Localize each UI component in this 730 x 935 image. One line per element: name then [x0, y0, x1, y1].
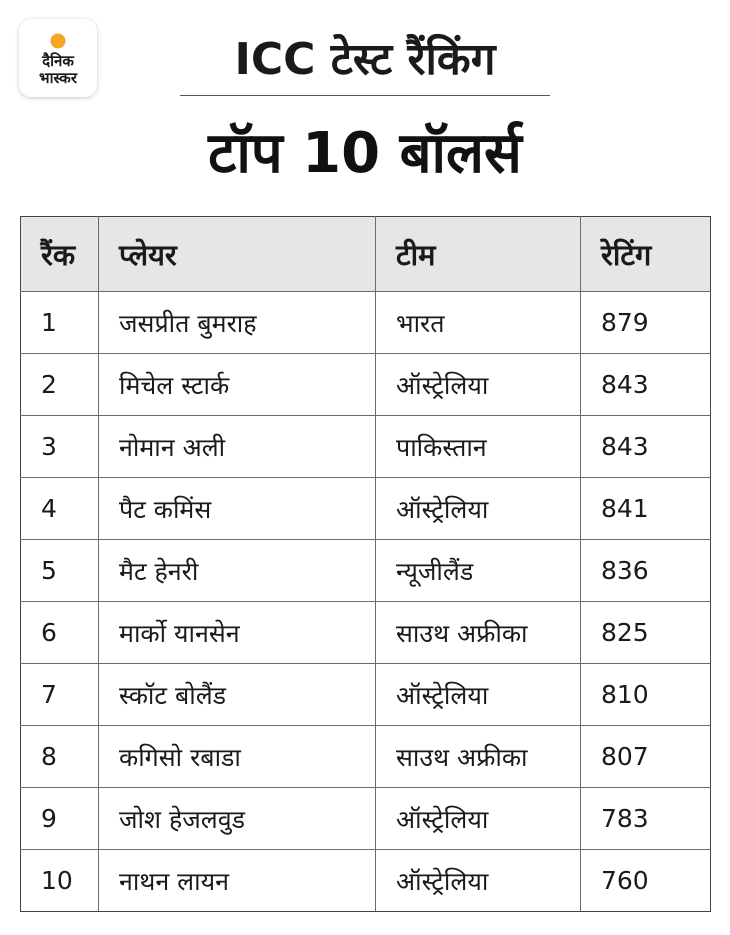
team-cell: साउथ अफ्रीका — [376, 602, 581, 664]
table-row — [21, 354, 711, 416]
rating-cell: 843 — [581, 416, 711, 478]
player-cell: नोमान अली — [99, 416, 376, 478]
logo-mark — [19, 19, 97, 97]
player-cell: नाथन लायन — [99, 850, 376, 912]
rank-cell: 7 — [21, 664, 99, 726]
table-row — [21, 726, 711, 788]
rating-cell: 836 — [581, 540, 711, 602]
team-cell: ऑस्ट्रेलिया — [376, 788, 581, 850]
team-cell: साउथ अफ्रीका — [376, 726, 581, 788]
rank-cell: 5 — [21, 540, 99, 602]
player-cell: मिचेल स्टार्क — [99, 354, 376, 416]
table-row — [21, 478, 711, 540]
dainik-bhaskar-logo — [19, 19, 97, 97]
page-title: ICC टेस्ट रैंकिंग — [234, 34, 496, 85]
table-row — [21, 788, 711, 850]
rating-cell: 760 — [581, 850, 711, 912]
rating-cell: 783 — [581, 788, 711, 850]
player-cell: कगिसो रबाडा — [99, 726, 376, 788]
rank-cell: 8 — [21, 726, 99, 788]
team-cell: ऑस्ट्रेलिया — [376, 850, 581, 912]
team-cell: ऑस्ट्रेलिया — [376, 478, 581, 540]
logo-text-line1: दैनिक — [42, 52, 74, 70]
column-header-team: टीम — [376, 217, 581, 292]
rank-cell: 6 — [21, 602, 99, 664]
rating-cell: 843 — [581, 354, 711, 416]
team-cell: पाकिस्तान — [376, 416, 581, 478]
player-cell: पैट कमिंस — [99, 478, 376, 540]
logo-sun-icon — [51, 34, 66, 49]
table-header-row — [21, 217, 711, 292]
rating-cell: 841 — [581, 478, 711, 540]
rank-cell: 3 — [21, 416, 99, 478]
column-header-rating: रेटिंग — [581, 217, 711, 292]
column-header-rank: रैंक — [21, 217, 99, 292]
rank-cell: 2 — [21, 354, 99, 416]
page-subtitle: टॉप 10 बॉलर्स — [208, 121, 522, 186]
table-row — [21, 292, 711, 354]
player-cell: मार्को यानसेन — [99, 602, 376, 664]
player-cell: मैट हेनरी — [99, 540, 376, 602]
team-cell: न्यूजीलैंड — [376, 540, 581, 602]
table-row — [21, 416, 711, 478]
rank-cell: 10 — [21, 850, 99, 912]
table-row — [21, 664, 711, 726]
team-cell: ऑस्ट्रेलिया — [376, 354, 581, 416]
player-cell: स्कॉट बोलैंड — [99, 664, 376, 726]
rank-cell: 1 — [21, 292, 99, 354]
table-row — [21, 602, 711, 664]
rank-cell: 4 — [21, 478, 99, 540]
team-cell: ऑस्ट्रेलिया — [376, 664, 581, 726]
rating-cell: 879 — [581, 292, 711, 354]
player-cell: जसप्रीत बुमराह — [99, 292, 376, 354]
team-cell: भारत — [376, 292, 581, 354]
rating-cell: 807 — [581, 726, 711, 788]
player-cell: जोश हेजलवुड — [99, 788, 376, 850]
logo-text-line2: भास्कर — [39, 69, 77, 87]
table-row — [21, 540, 711, 602]
rankings-table — [20, 216, 711, 912]
rating-cell: 810 — [581, 664, 711, 726]
rank-cell: 9 — [21, 788, 99, 850]
table-row — [21, 850, 711, 912]
title-divider — [180, 95, 550, 96]
column-header-player: प्लेयर — [99, 217, 376, 292]
rating-cell: 825 — [581, 602, 711, 664]
